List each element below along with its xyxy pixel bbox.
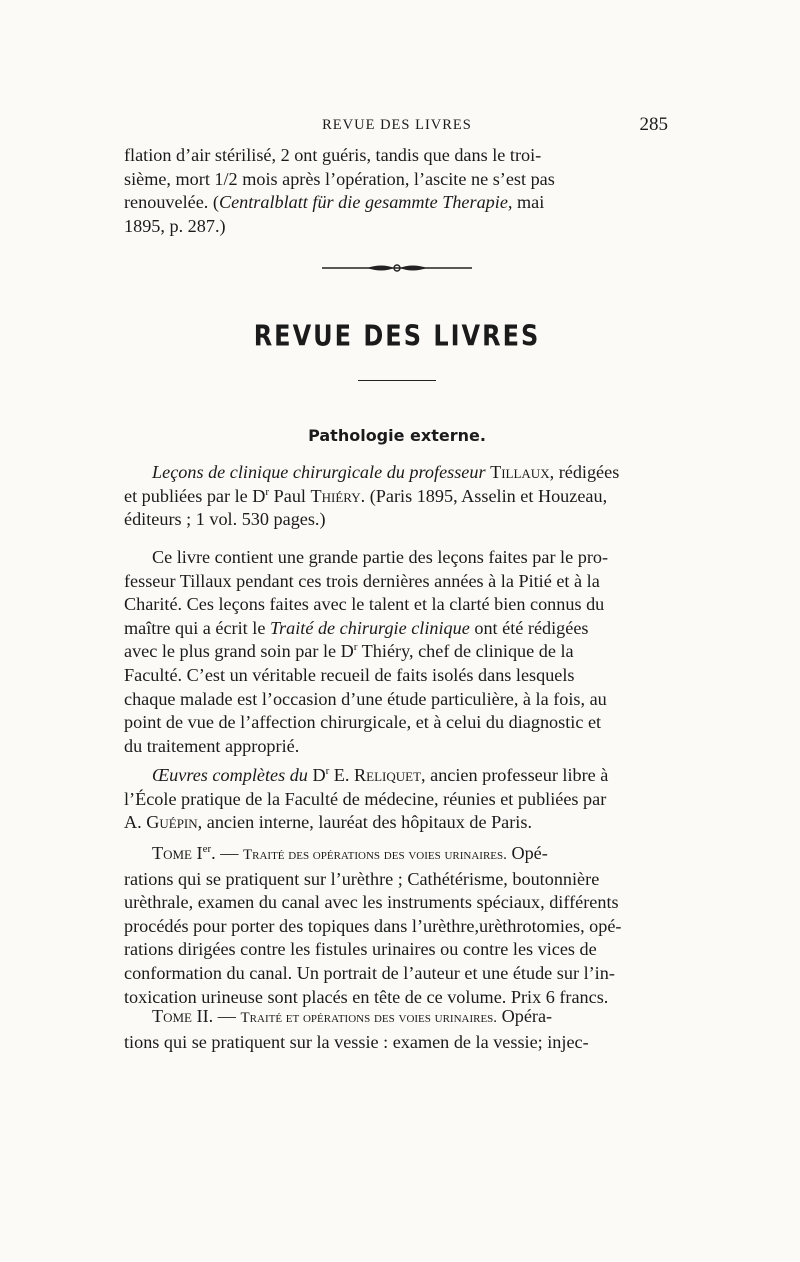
text-span: , ancien interne, lauréat des hôpitaux de Paris.	[197, 812, 532, 833]
text-line	[124, 811, 670, 835]
text-span: Opé-	[506, 843, 548, 863]
tome-two-entry	[124, 1005, 670, 1054]
text-line: éditeurs ; 1 vol. 530 pages.)	[124, 509, 326, 530]
title-rule	[358, 380, 436, 381]
volume-title: Traité des opérations des voies urinaires.	[242, 847, 507, 863]
text-line	[124, 191, 670, 215]
superscript: r	[353, 641, 358, 654]
intro-paragraph	[124, 144, 670, 238]
text-line: Charité. Ces leçons faites avec le talent et la clarté bien connus du	[124, 594, 605, 615]
section-title: REVUE DES LIVRES	[253, 319, 541, 353]
text-line: 1895, p. 287.)	[124, 215, 226, 236]
book-title: Leçons de clinique chirurgicale du professeur	[152, 462, 486, 482]
text-line	[124, 617, 670, 641]
text-span: Paul	[269, 485, 311, 506]
text-span: Thiéry, chef de clinique de la	[357, 641, 574, 662]
text-line	[124, 764, 670, 788]
book-entry-tillaux	[124, 461, 670, 532]
text-line: chaque malade est l’occasion d’une étude particulière, à la fois, au	[124, 688, 607, 709]
volume-title: Traité et opérations des voies urinaires.	[240, 1010, 498, 1026]
text-span: —	[213, 1006, 241, 1026]
text-line: Faculté. C’est un véritable recueil de faits isolés dans lesquels	[124, 664, 575, 685]
volume-label: Tome I	[152, 843, 203, 863]
text-line: toxication urineuse sont placés en tête de ce volume. Prix 6 francs.	[124, 986, 609, 1007]
text-span: A.	[124, 812, 147, 833]
text-line: urèthrale, examen du canal avec les instruments spéciaux, différents	[124, 892, 619, 913]
author-name: Guépin	[146, 812, 198, 833]
text-span: , rédigées	[549, 462, 620, 482]
journal-title: Centralblatt für die gesammte Therapie,	[218, 192, 513, 213]
text-span: . (Paris 1895, Asselin et Houzeau,	[360, 485, 608, 506]
text-line: l’École pratique de la Faculté de médecine, réunies et publiées par	[124, 788, 607, 809]
text-span: , ancien professeur libre à	[421, 765, 609, 785]
page-number: 285	[639, 114, 668, 135]
superscript: r	[325, 764, 330, 777]
text-line: point de vue de l’affection chirurgicale, et à celui du diagnostic et	[124, 712, 602, 733]
author-name: Reliquet	[354, 765, 422, 785]
text-line	[124, 842, 670, 868]
text-line: tions qui se pratiquent sur la vessie : examen de la vessie; injec-	[124, 1031, 589, 1052]
text-span: ont été rédigées	[469, 617, 589, 638]
text-line: rations dirigées contre les fistules urinaires ou contre les vices de	[124, 939, 597, 960]
author-name: Tillaux	[490, 462, 550, 482]
text-line: procédés pour porter des topiques dans l’urèthre,urèthrotomies, opé-	[124, 915, 622, 936]
text-line: rations qui se pratiquent sur l’urèthre ; Cathétérisme, boutonnière	[124, 868, 600, 889]
text-span: . —	[211, 843, 243, 863]
text-line	[124, 640, 670, 664]
text-line: sième, mort 1/2 mois après l’opération, l’ascite ne s’est pas	[124, 168, 555, 189]
review-tillaux	[124, 546, 670, 758]
text-span: Opéra-	[497, 1006, 553, 1026]
book-title: Œuvres complètes du	[152, 765, 308, 785]
book-entry-reliquet	[124, 764, 670, 835]
text-line: flation d’air stérilisé, 2 ont guéris, tandis que dans le troi-	[124, 145, 542, 165]
text-span: mai	[512, 192, 545, 213]
volume-label: Tome II.	[152, 1006, 214, 1026]
text-span: renouvelée. (	[124, 192, 219, 213]
text-span: maître qui a écrit le	[124, 617, 270, 638]
text-line	[124, 485, 670, 509]
author-name: Thiéry	[310, 485, 361, 506]
superscript: r	[265, 485, 270, 498]
tome-one-entry	[124, 842, 670, 1009]
text-line: conformation du canal. Un portrait de l’auteur et une étude sur l’in-	[124, 962, 615, 983]
text-span: et publiées par le D	[124, 485, 266, 506]
text-line: fesseur Tillaux pendant ces trois dernières années à la Pitié et à la	[124, 570, 600, 591]
book-title: Traité de chirurgie clinique	[269, 617, 470, 638]
subsection-heading: Pathologie externe.	[308, 426, 486, 445]
text-line	[124, 1005, 670, 1031]
text-line: Ce livre contient une grande partie des leçons faites par le pro-	[152, 547, 609, 567]
running-head: REVUE DES LIVRES	[322, 117, 472, 133]
page-header	[124, 114, 670, 138]
text-span: D	[307, 765, 326, 785]
text-span: avec le plus grand soin par le D	[124, 641, 354, 662]
ornament-divider	[322, 260, 472, 276]
superscript: er	[202, 842, 212, 855]
text-span: E.	[329, 765, 355, 785]
text-line	[124, 461, 670, 485]
text-line: du traitement approprié.	[124, 735, 300, 756]
